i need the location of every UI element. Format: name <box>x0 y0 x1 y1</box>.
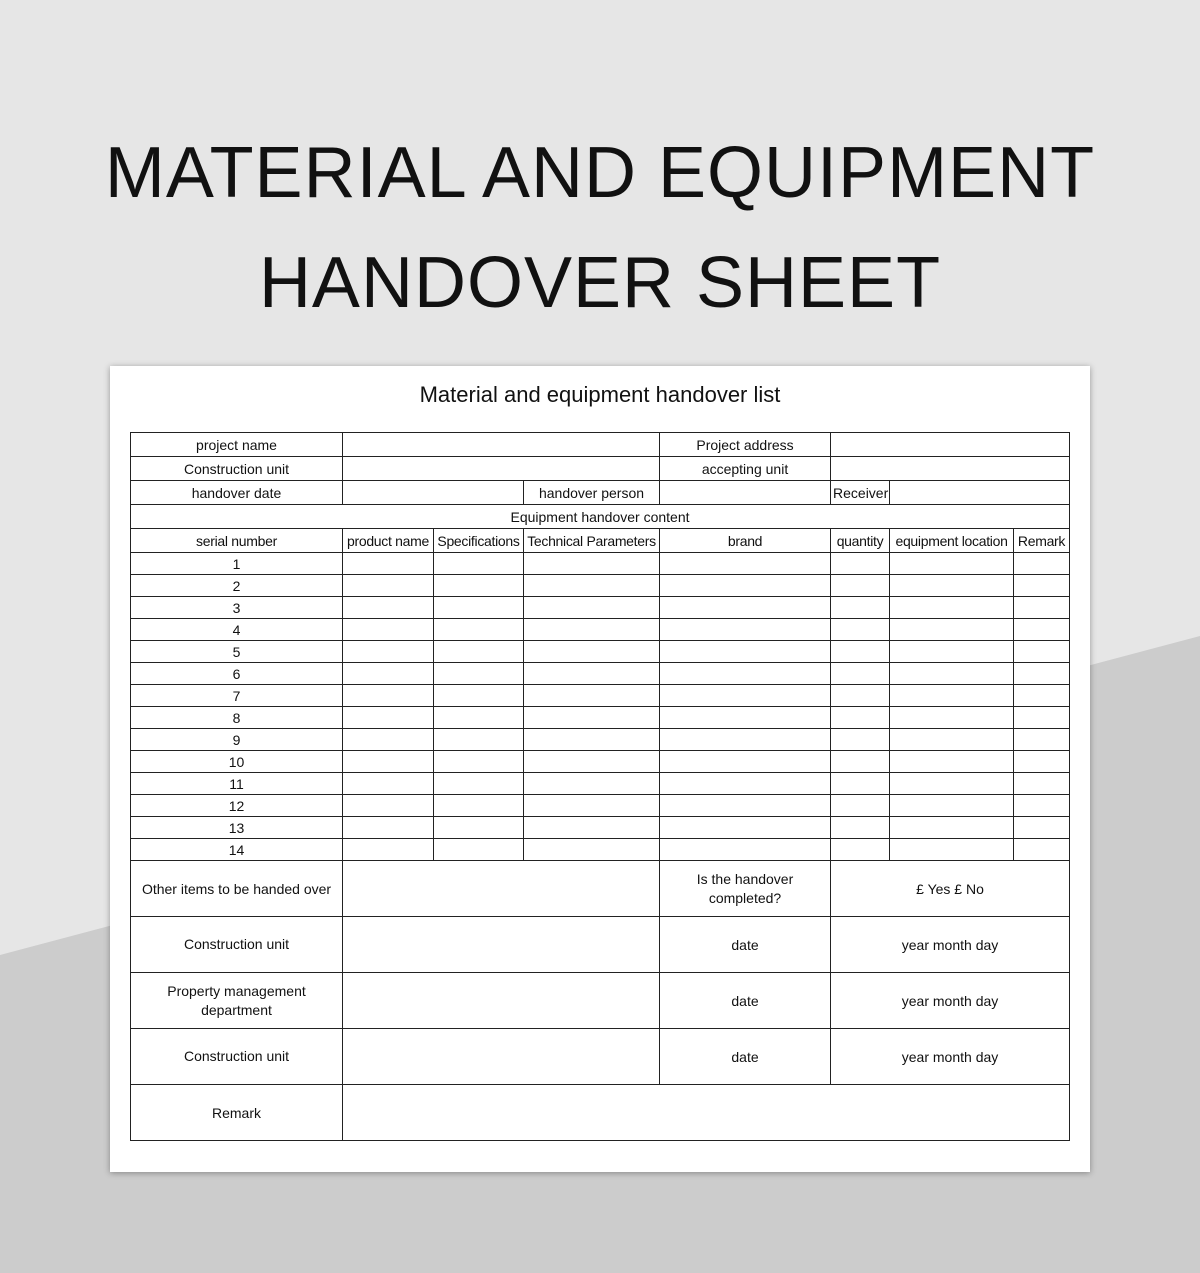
table-cell[interactable] <box>434 553 524 575</box>
column-header-row <box>131 529 1070 553</box>
table-cell[interactable] <box>831 641 890 663</box>
column-header: Specifications <box>434 529 524 553</box>
sign-row-label: Construction unit <box>131 917 343 973</box>
serial-number-cell: 1 <box>131 553 343 575</box>
table-cell[interactable] <box>524 817 660 839</box>
receiver-label: Receiver <box>831 481 890 505</box>
yes-no-options[interactable]: £ Yes £ No <box>831 861 1070 917</box>
other-items-label: Other items to be handed over <box>131 861 343 917</box>
table-cell[interactable] <box>831 553 890 575</box>
table-cell[interactable] <box>890 619 1014 641</box>
sign-row-field[interactable] <box>343 1029 660 1085</box>
column-header: quantity <box>831 529 890 553</box>
table-cell[interactable] <box>660 685 831 707</box>
table-row <box>131 839 1070 861</box>
serial-number-cell: 5 <box>131 641 343 663</box>
table-row <box>131 553 1070 575</box>
table-row <box>131 751 1070 773</box>
table-cell[interactable] <box>1014 729 1070 751</box>
column-header: product name <box>343 529 434 553</box>
sign-row-date-label: date <box>660 973 831 1029</box>
table-cell[interactable] <box>1014 751 1070 773</box>
table-cell[interactable] <box>660 641 831 663</box>
table-cell[interactable] <box>434 641 524 663</box>
table-cell[interactable] <box>524 795 660 817</box>
table-cell[interactable] <box>524 685 660 707</box>
table-cell[interactable] <box>434 663 524 685</box>
table-cell[interactable] <box>1014 773 1070 795</box>
banner-title <box>0 118 1200 338</box>
handover-person-label: handover person <box>524 481 660 505</box>
table-cell[interactable] <box>343 553 434 575</box>
sign-row <box>131 973 1070 1029</box>
table-cell[interactable] <box>434 575 524 597</box>
table-row <box>131 795 1070 817</box>
table-row <box>131 663 1070 685</box>
table-cell[interactable] <box>524 729 660 751</box>
table-cell[interactable] <box>343 641 434 663</box>
serial-number-cell: 12 <box>131 795 343 817</box>
sign-row-date-value[interactable]: year month day <box>831 1029 1070 1085</box>
table-cell[interactable] <box>524 575 660 597</box>
table-cell[interactable] <box>890 553 1014 575</box>
table-cell[interactable] <box>831 817 890 839</box>
table-cell[interactable] <box>434 751 524 773</box>
table-cell[interactable] <box>660 839 831 861</box>
header-row-units <box>131 457 1070 481</box>
table-cell[interactable] <box>831 685 890 707</box>
table-cell[interactable] <box>343 663 434 685</box>
table-cell[interactable] <box>343 729 434 751</box>
table-row <box>131 575 1070 597</box>
serial-number-cell: 4 <box>131 619 343 641</box>
item-rows <box>131 553 1070 861</box>
handover-date-field[interactable] <box>343 481 524 505</box>
table-row <box>131 773 1070 795</box>
table-cell[interactable] <box>890 751 1014 773</box>
table-cell[interactable] <box>831 575 890 597</box>
table-cell[interactable] <box>1014 597 1070 619</box>
sign-row <box>131 917 1070 973</box>
serial-number-cell: 14 <box>131 839 343 861</box>
table-cell[interactable] <box>524 839 660 861</box>
table-cell[interactable] <box>890 773 1014 795</box>
table-cell[interactable] <box>524 553 660 575</box>
table-cell[interactable] <box>524 773 660 795</box>
table-cell[interactable] <box>434 707 524 729</box>
sign-row <box>131 1029 1070 1085</box>
column-header: brand <box>660 529 831 553</box>
handover-form-table <box>130 432 1070 1141</box>
accepting-unit-label: accepting unit <box>660 457 831 481</box>
remark-field[interactable] <box>343 1085 1070 1141</box>
header-row-project <box>131 433 1070 457</box>
table-cell[interactable] <box>890 597 1014 619</box>
table-cell[interactable] <box>831 619 890 641</box>
table-cell[interactable] <box>890 575 1014 597</box>
table-cell[interactable] <box>524 707 660 729</box>
column-header: serial number <box>131 529 343 553</box>
table-cell[interactable] <box>1014 663 1070 685</box>
table-cell[interactable] <box>524 641 660 663</box>
handover-person-field[interactable] <box>660 481 831 505</box>
table-cell[interactable] <box>831 773 890 795</box>
table-cell[interactable] <box>1014 575 1070 597</box>
table-cell[interactable] <box>524 619 660 641</box>
table-cell[interactable] <box>434 817 524 839</box>
table-cell[interactable] <box>831 839 890 861</box>
table-cell[interactable] <box>660 773 831 795</box>
section-title: Equipment handover content <box>131 505 1070 529</box>
remark-label: Remark <box>131 1085 343 1141</box>
table-row <box>131 597 1070 619</box>
table-cell[interactable] <box>1014 839 1070 861</box>
table-cell[interactable] <box>343 751 434 773</box>
table-cell[interactable] <box>831 729 890 751</box>
table-cell[interactable] <box>524 663 660 685</box>
sign-row-date-label: date <box>660 1029 831 1085</box>
serial-number-cell: 9 <box>131 729 343 751</box>
column-header: equipment location <box>890 529 1014 553</box>
table-cell[interactable] <box>890 707 1014 729</box>
section-title-row <box>131 505 1070 529</box>
project-address-field[interactable] <box>831 433 1070 457</box>
table-cell[interactable] <box>343 575 434 597</box>
handover-date-label: handover date <box>131 481 343 505</box>
table-cell[interactable] <box>890 641 1014 663</box>
table-cell[interactable] <box>1014 619 1070 641</box>
project-name-field[interactable] <box>343 433 660 457</box>
table-cell[interactable] <box>524 597 660 619</box>
table-cell[interactable] <box>434 729 524 751</box>
table-cell[interactable] <box>434 685 524 707</box>
table-cell[interactable] <box>831 663 890 685</box>
table-cell[interactable] <box>1014 553 1070 575</box>
table-cell[interactable] <box>660 553 831 575</box>
table-cell[interactable] <box>1014 707 1070 729</box>
table-cell[interactable] <box>890 795 1014 817</box>
table-cell[interactable] <box>343 619 434 641</box>
table-cell[interactable] <box>831 597 890 619</box>
column-header: Technical Parameters <box>524 529 660 553</box>
table-cell[interactable] <box>660 707 831 729</box>
serial-number-cell: 7 <box>131 685 343 707</box>
serial-number-cell: 6 <box>131 663 343 685</box>
sign-row-field[interactable] <box>343 917 660 973</box>
serial-number-cell: 3 <box>131 597 343 619</box>
serial-number-cell: 10 <box>131 751 343 773</box>
table-cell[interactable] <box>831 707 890 729</box>
table-row <box>131 729 1070 751</box>
table-cell[interactable] <box>660 751 831 773</box>
table-row <box>131 641 1070 663</box>
serial-number-cell: 13 <box>131 817 343 839</box>
table-row <box>131 685 1070 707</box>
serial-number-cell: 2 <box>131 575 343 597</box>
table-cell[interactable] <box>831 795 890 817</box>
header-row-handover <box>131 481 1070 505</box>
remark-row <box>131 1085 1070 1141</box>
sign-row-label: Property management department <box>131 973 343 1029</box>
project-name-label: project name <box>131 433 343 457</box>
table-cell[interactable] <box>660 597 831 619</box>
is-completed-label: Is the handover completed? <box>660 861 831 917</box>
table-cell[interactable] <box>660 575 831 597</box>
other-items-field[interactable] <box>343 861 660 917</box>
table-cell[interactable] <box>434 773 524 795</box>
table-cell[interactable] <box>890 817 1014 839</box>
sign-row-date-value[interactable]: year month day <box>831 917 1070 973</box>
table-cell[interactable] <box>1014 795 1070 817</box>
table-cell[interactable] <box>1014 817 1070 839</box>
table-cell[interactable] <box>343 685 434 707</box>
construction-unit-label: Construction unit <box>131 457 343 481</box>
table-cell[interactable] <box>343 773 434 795</box>
table-cell[interactable] <box>660 663 831 685</box>
receiver-field[interactable] <box>890 481 1070 505</box>
column-header: Remark <box>1014 529 1070 553</box>
table-cell[interactable] <box>343 707 434 729</box>
table-cell[interactable] <box>343 817 434 839</box>
sheet-title: Material and equipment handover list <box>419 382 781 407</box>
sign-row-date-value[interactable]: year month day <box>831 973 1070 1029</box>
handover-sheet <box>110 366 1090 1172</box>
table-cell[interactable] <box>343 839 434 861</box>
table-cell[interactable] <box>890 663 1014 685</box>
table-cell[interactable] <box>890 685 1014 707</box>
table-cell[interactable] <box>524 751 660 773</box>
table-cell[interactable] <box>343 795 434 817</box>
sign-row-field[interactable] <box>343 973 660 1029</box>
table-cell[interactable] <box>434 839 524 861</box>
banner-title-line2: HANDOVER SHEET <box>258 243 942 323</box>
table-cell[interactable] <box>890 729 1014 751</box>
table-cell[interactable] <box>434 597 524 619</box>
construction-unit-field[interactable] <box>343 457 660 481</box>
accepting-unit-field[interactable] <box>831 457 1070 481</box>
sign-row-date-label: date <box>660 917 831 973</box>
table-row <box>131 707 1070 729</box>
sign-row-label: Construction unit <box>131 1029 343 1085</box>
table-row <box>131 619 1070 641</box>
table-cell[interactable] <box>1014 641 1070 663</box>
table-row <box>131 817 1070 839</box>
serial-number-cell: 8 <box>131 707 343 729</box>
table-cell[interactable] <box>434 795 524 817</box>
table-cell[interactable] <box>660 729 831 751</box>
table-cell[interactable] <box>660 817 831 839</box>
table-cell[interactable] <box>343 597 434 619</box>
other-items-row <box>131 861 1070 917</box>
table-cell[interactable] <box>660 795 831 817</box>
banner-title-line1: MATERIAL AND EQUIPMENT <box>104 133 1096 213</box>
table-cell[interactable] <box>890 839 1014 861</box>
table-cell[interactable] <box>434 619 524 641</box>
project-address-label: Project address <box>660 433 831 457</box>
serial-number-cell: 11 <box>131 773 343 795</box>
table-cell[interactable] <box>660 619 831 641</box>
table-cell[interactable] <box>831 751 890 773</box>
table-cell[interactable] <box>1014 685 1070 707</box>
